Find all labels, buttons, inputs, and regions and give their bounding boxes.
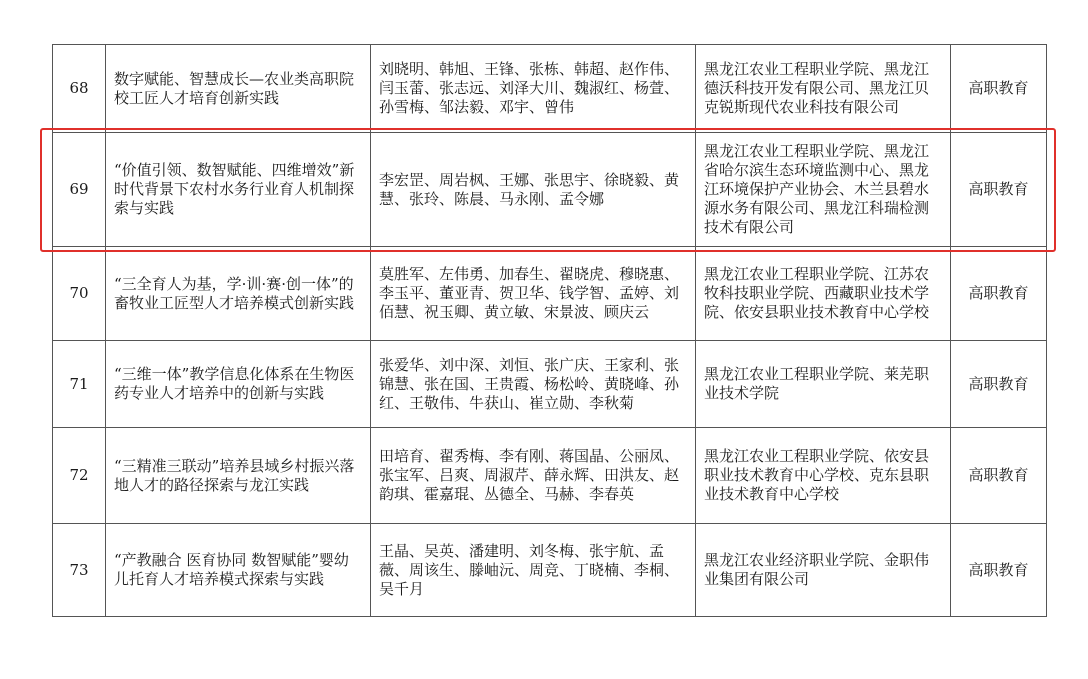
- table-row: [53, 524, 1047, 617]
- table-row: [53, 341, 1047, 428]
- organizations-text: 黑龙江农业工程职业学院、黑龙江省哈尔滨生态环境监测中心、黑龙江环境保护产业协会、木兰县碧水源水务有限公司、黑龙江科瑞检测技术有限公司: [704, 142, 930, 236]
- results-table: [52, 44, 1047, 617]
- organizations-text: 黑龙江农业工程职业学院、黑龙江德沃科技开发有限公司、黑龙江贝克锐斯现代农业科技有限公司: [704, 60, 930, 116]
- project-title: [106, 133, 371, 247]
- team-members-text: 张爱华、刘中深、刘恒、张广庆、王家利、张锦慧、张在国、王贵霞、杨松岭、黄晓峰、孙红、王敬伟、牛获山、崔立勋、李秋菊: [379, 355, 680, 412]
- table-row: [53, 428, 1047, 524]
- project-title: [106, 428, 371, 524]
- row-number: 71: [53, 341, 106, 428]
- team-members-text: 王晶、吴英、潘建明、刘冬梅、张宇航、孟薇、周该生、滕岫沅、周竞、丁晓楠、李桐、吴千月: [379, 541, 680, 598]
- organizations: [696, 341, 951, 428]
- team-members-text: 莫胜军、左伟勇、加春生、翟晓虎、穆晓惠、李玉平、董亚青、贺卫华、钱学智、孟婷、刘佰慧、祝玉卿、黄立敏、宋景波、顾庆云: [379, 265, 680, 321]
- project-title: [106, 45, 371, 133]
- project-title: [106, 341, 371, 428]
- project-title-text: “三维一体”教学信息化体系在生物医药专业人才培养中的创新与实践: [114, 365, 355, 402]
- project-title: [106, 247, 371, 341]
- category: 高职教育: [951, 247, 1047, 341]
- organizations-text: 黑龙江农业工程职业学院、江苏农牧科技职业学院、西藏职业技术学院、依安县职业技术教育中心学校: [704, 265, 930, 321]
- row-number: 68: [53, 45, 106, 133]
- organizations: [696, 247, 951, 341]
- category: 高职教育: [951, 524, 1047, 617]
- category: 高职教育: [951, 428, 1047, 524]
- organizations: [696, 45, 951, 133]
- team-members: [371, 428, 696, 524]
- row-number: 69: [53, 133, 106, 247]
- project-title-text: “三精准三联动”培养县域乡村振兴落地人才的路径探索与龙江实践: [114, 456, 355, 494]
- row-number: 72: [53, 428, 106, 524]
- project-title-text: “产教融合 医育协同 数智赋能”婴幼儿托育人才培养模式探索与实践: [114, 551, 349, 588]
- category: 高职教育: [951, 45, 1047, 133]
- category: 高职教育: [951, 341, 1047, 428]
- table-row: [53, 133, 1047, 247]
- category: 高职教育: [951, 133, 1047, 247]
- team-members-text: 田培育、翟秀梅、李有刚、蒋国晶、公丽凤、张宝军、吕爽、周淑芹、薛永辉、田洪友、赵韵琪、霍嘉琨、丛德全、马赫、李春英: [379, 447, 680, 503]
- table-row: [53, 247, 1047, 341]
- organizations-text: 黑龙江农业经济职业学院、金职伟业集团有限公司: [704, 551, 930, 588]
- organizations: [696, 133, 951, 247]
- project-title-text: “三全育人为基，学·训·赛·创一体”的畜牧业工匠型人才培养模式创新实践: [114, 274, 355, 312]
- project-title-text: 数字赋能、智慧成长—农业类高职院校工匠人才培育创新实践: [114, 69, 355, 107]
- organizations-text: 黑龙江农业工程职业学院、莱芜职业技术学院: [704, 365, 930, 402]
- table-row: [53, 45, 1047, 133]
- team-members: [371, 524, 696, 617]
- team-members: [371, 247, 696, 341]
- team-members: [371, 341, 696, 428]
- organizations: [696, 524, 951, 617]
- team-members: [371, 133, 696, 247]
- organizations: [696, 428, 951, 524]
- team-members: [371, 45, 696, 133]
- row-number: 73: [53, 524, 106, 617]
- organizations-text: 黑龙江农业工程职业学院、依安县职业技术教育中心学校、克东县职业技术教育中心学校: [704, 447, 930, 503]
- row-number: 70: [53, 247, 106, 341]
- project-title-text: “价值引领、数智赋能、四维增效”新时代背景下农村水务行业育人机制探索与实践: [114, 161, 355, 217]
- results-table-container: [52, 44, 1046, 617]
- team-members-text: 李宏罡、周岩枫、王娜、张思宇、徐晓毅、黄慧、张玲、陈晨、马永刚、孟令娜: [379, 170, 680, 208]
- project-title: [106, 524, 371, 617]
- team-members-text: 刘晓明、韩旭、王锋、张栋、韩超、赵作伟、闫玉蕾、张志远、刘泽大川、魏淑红、杨萱、孙雪梅、邹法毅、邓宇、曾伟: [379, 60, 680, 116]
